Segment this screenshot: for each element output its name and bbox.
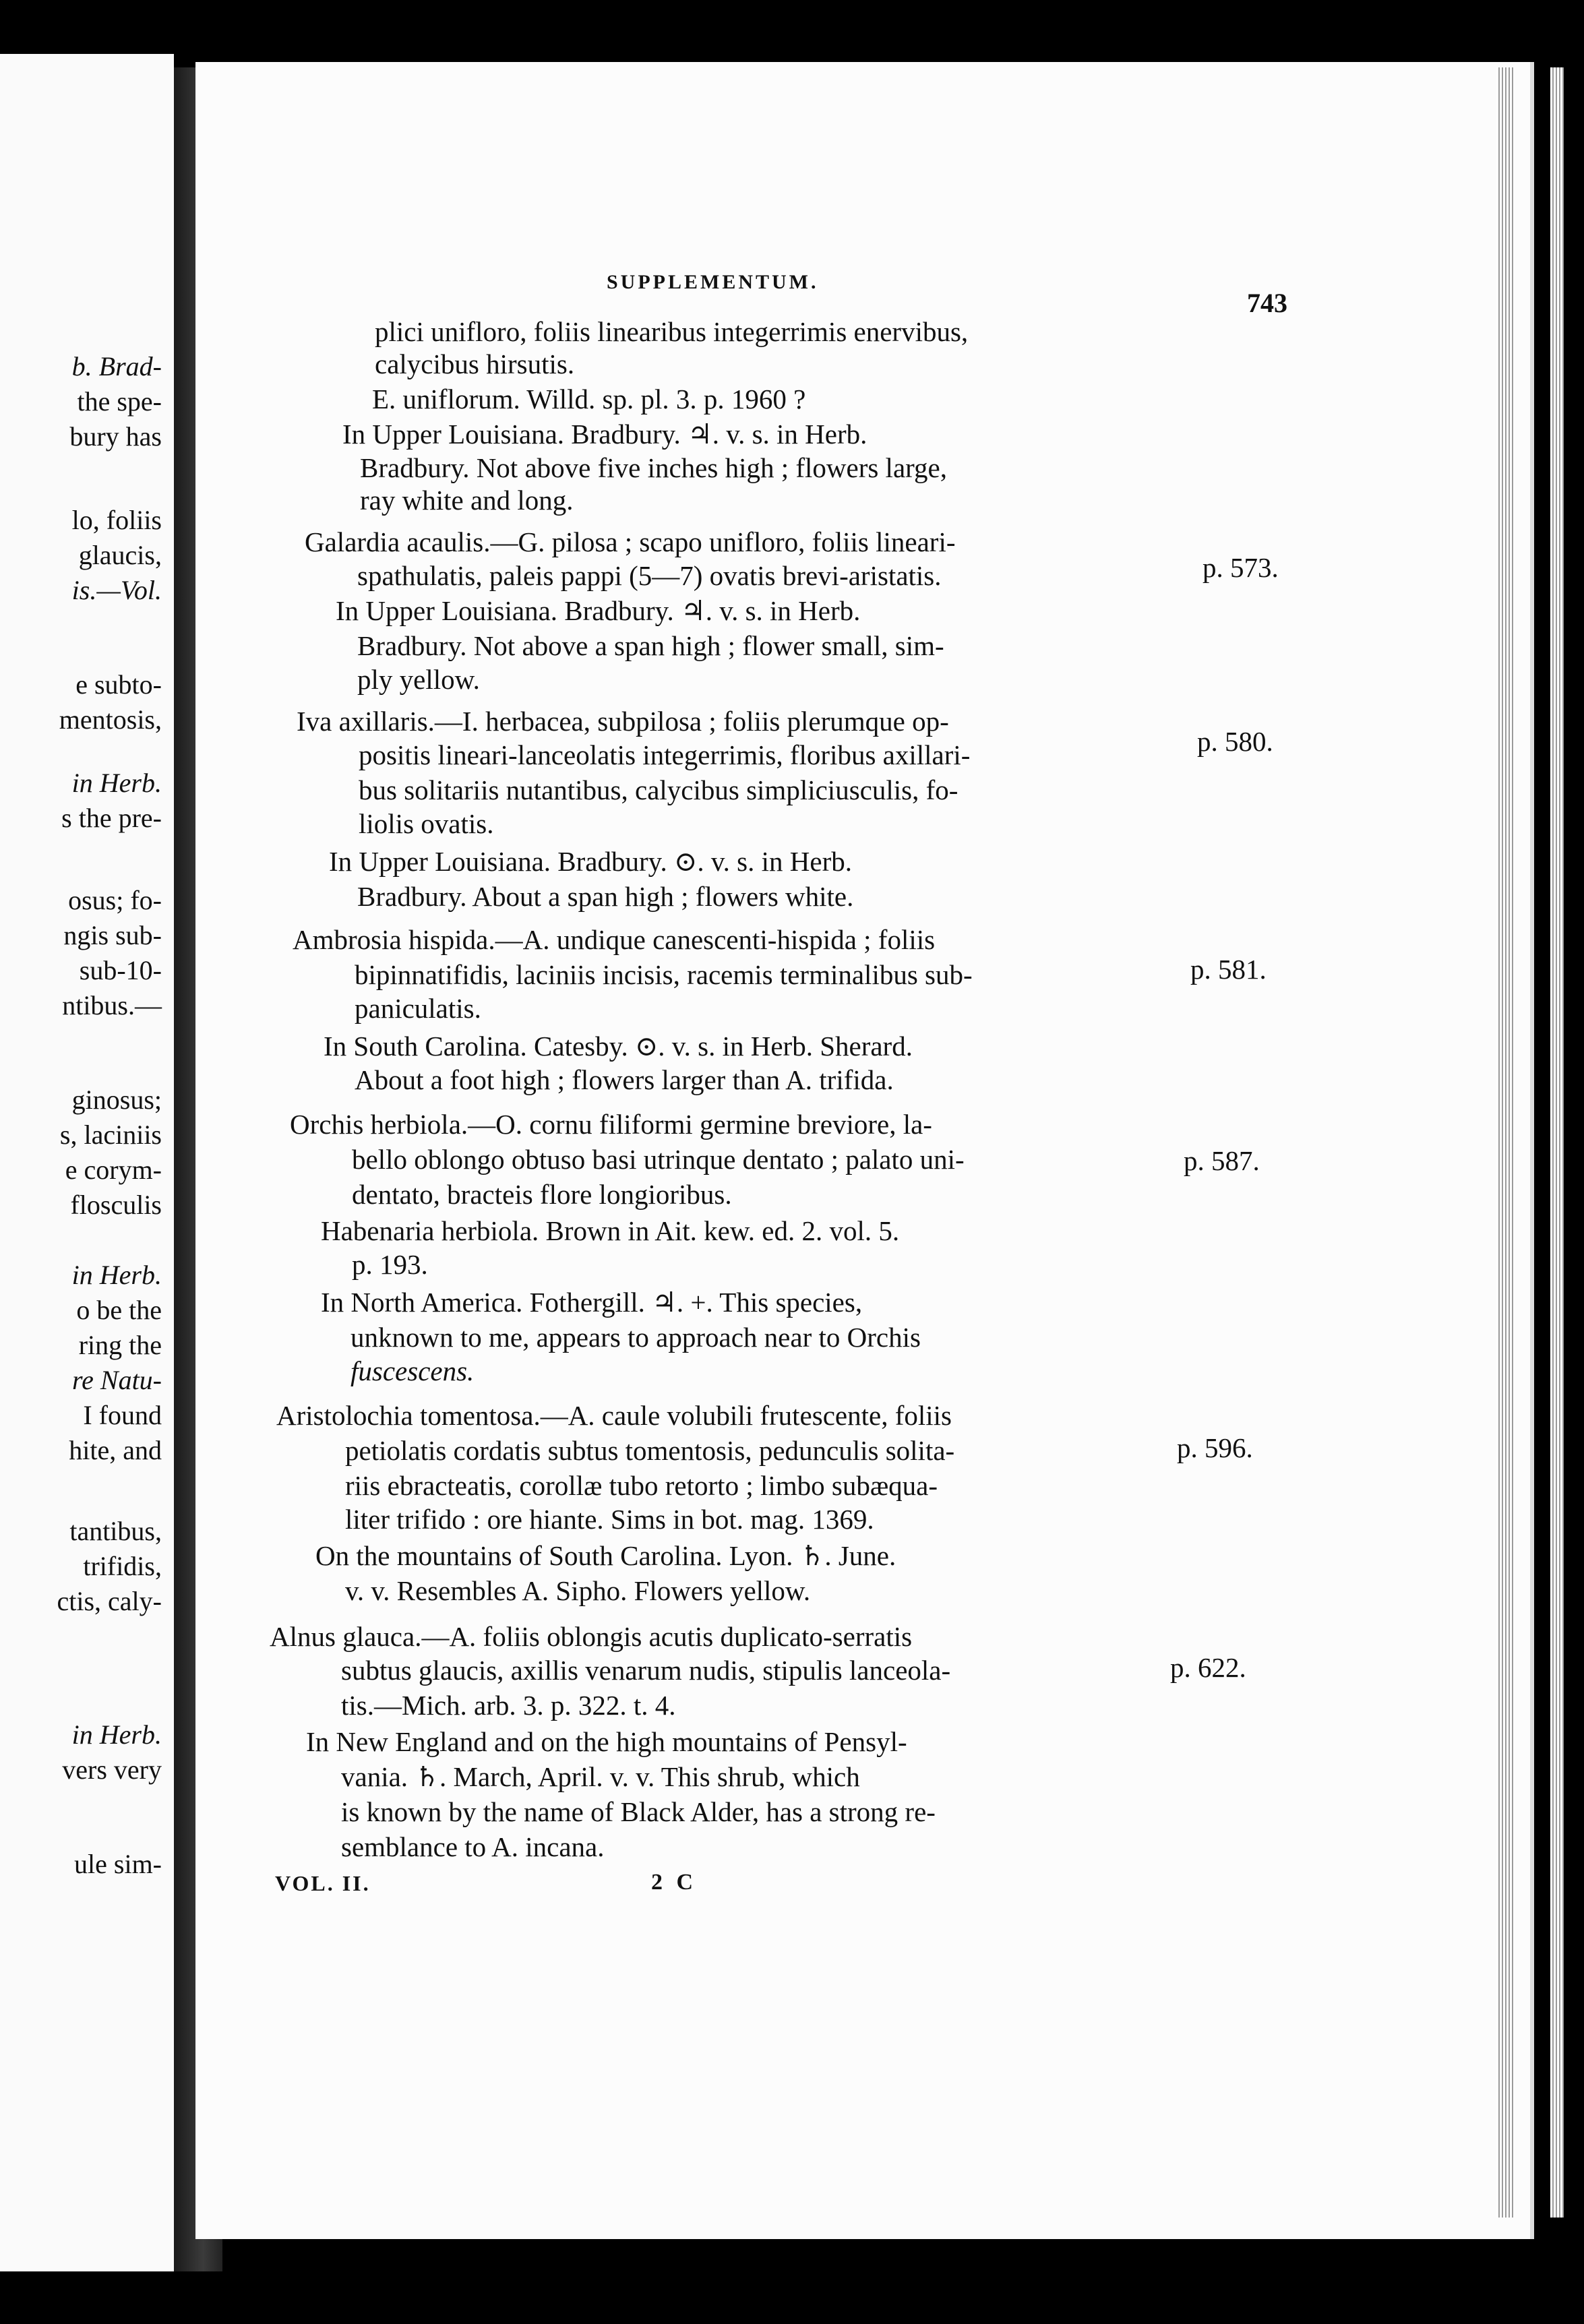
- left-line: flosculis: [70, 1190, 162, 1220]
- book-page: [195, 62, 1534, 2239]
- text-line: bipinnatifidis, laciniis incisis, racemis terminalibus sub-: [355, 959, 973, 990]
- left-line: mentosis,: [59, 704, 162, 735]
- margin-reference: p. 573.: [1202, 552, 1279, 583]
- left-line: vers very: [62, 1754, 162, 1785]
- text-line: fuscescens.: [351, 1355, 475, 1386]
- left-line: re Natu-: [72, 1365, 162, 1395]
- text-line: v. v. Resembles A. Sipho. Flowers yellow.: [345, 1575, 811, 1606]
- text-line: In South Carolina. Catesby. ⊙. v. s. in Herb. Sherard.: [324, 1031, 913, 1062]
- text-line: liolis ovatis.: [359, 808, 494, 839]
- text-line: positis lineari-lanceolatis integerrimis, floribus axillari-: [359, 739, 971, 770]
- text-line: bus solitariis nutantibus, calycibus simpliciusculis, fo-: [359, 774, 958, 805]
- left-line: the spe-: [77, 386, 162, 417]
- left-line: e corym-: [65, 1155, 162, 1185]
- left-line: hite, and: [69, 1435, 162, 1465]
- left-line: e subto-: [75, 669, 162, 700]
- left-line: in Herb.: [71, 1719, 162, 1750]
- text-line: On the mountains of South Carolina. Lyon. ♄. June.: [315, 1540, 896, 1571]
- page-edges: [1496, 67, 1514, 2218]
- left-line: lo, foliis: [71, 505, 162, 535]
- text-line: About a foot high ; flowers larger than A. trifida.: [355, 1064, 894, 1095]
- left-line: ginosus;: [71, 1084, 162, 1115]
- text-line: riis ebracteatis, corollæ tubo retorto ; limbo subæqua-: [345, 1470, 938, 1501]
- text-line: ply yellow.: [357, 664, 480, 695]
- left-line: ule sim-: [74, 1849, 162, 1879]
- volume-label: VOL. II.: [275, 1871, 371, 1895]
- text-line: In New England and on the high mountains of Pensyl-: [306, 1726, 907, 1757]
- text-line: In Upper Louisiana. Bradbury. ♃. v. s. in Herb.: [336, 595, 861, 626]
- signature-mark: 2 C: [651, 1870, 698, 1895]
- text-line: Iva axillaris.—I. herbacea, subpilosa ; foliis plerumque op-: [297, 706, 949, 737]
- text-line: Galardia acaulis.—G. pilosa ; scapo unifloro, foliis lineari-: [305, 526, 956, 557]
- left-line: osus; fo-: [68, 885, 162, 915]
- text-line: Alnus glauca.—A. foliis oblongis acutis duplicato-serratis: [270, 1621, 913, 1652]
- text-line: paniculatis.: [355, 993, 481, 1024]
- text-line: E. uniflorum. Willd. sp. pl. 3. p. 1960 ?: [372, 384, 806, 415]
- left-line: is.—Vol.: [71, 575, 162, 605]
- left-line: s, laciniis: [59, 1120, 162, 1150]
- left-line: bury has: [69, 421, 162, 452]
- margin-reference: p. 581.: [1190, 954, 1267, 985]
- left-line: in Herb.: [71, 1260, 162, 1290]
- text-line: unknown to me, appears to approach near to Orchis: [351, 1322, 921, 1353]
- text-line: In Upper Louisiana. Bradbury. ⊙. v. s. in Herb.: [329, 846, 852, 877]
- left-line: sub-10-: [79, 955, 162, 985]
- text-line: petiolatis cordatis subtus tomentosis, pedunculis solita-: [345, 1435, 955, 1466]
- text-line: Habenaria herbiola. Brown in Ait. kew. ed. 2. vol. 5.: [321, 1215, 900, 1246]
- page-number: 743: [1247, 288, 1287, 318]
- left-line: ring the: [78, 1330, 162, 1360]
- text-line: vania. ♄. March, April. v. v. This shrub, which: [341, 1761, 860, 1792]
- text-line: dentato, bracteis flore longioribus.: [352, 1179, 732, 1210]
- margin-reference: p. 587.: [1184, 1145, 1260, 1176]
- left-line: trifidis,: [83, 1551, 162, 1581]
- text-line: is known by the name of Black Alder, has a strong re-: [341, 1796, 936, 1827]
- margin-reference: p. 596.: [1177, 1432, 1253, 1463]
- margin-reference: p. 580.: [1197, 726, 1273, 757]
- left-line: I found: [83, 1400, 162, 1430]
- text-line: plici unifloro, foliis linearibus integerrimis enervibus,: [375, 316, 969, 347]
- left-page-fragment: [0, 54, 174, 2271]
- running-header: SUPPLEMENTUM.: [607, 271, 819, 293]
- text-line: Aristolochia tomentosa.—A. caule volubili frutescente, foliis: [276, 1400, 952, 1431]
- left-line: glaucis,: [78, 540, 162, 570]
- text-line: In Upper Louisiana. Bradbury. ♃. v. s. in Herb.: [342, 419, 867, 450]
- text-line: In North America. Fothergill. ♃. +. This species,: [321, 1287, 863, 1318]
- left-line: s the pre-: [61, 803, 162, 833]
- text-line: spathulatis, paleis pappi (5—7) ovatis brevi-aristatis.: [357, 560, 942, 591]
- text-line: calycibus hirsutis.: [375, 348, 575, 379]
- left-line: tantibus,: [69, 1516, 162, 1546]
- text-line: Bradbury. Not above a span high ; flower small, sim-: [357, 630, 944, 661]
- left-line: b. Brad-: [71, 351, 162, 381]
- text-line: Bradbury. Not above five inches high ; flowers large,: [360, 452, 948, 483]
- text-line: Bradbury. About a span high ; flowers white.: [357, 881, 854, 912]
- margin-reference: p. 622.: [1170, 1652, 1246, 1683]
- text-line: liter trifido : ore hiante. Sims in bot. mag. 1369.: [345, 1504, 874, 1535]
- left-line: o be the: [76, 1295, 162, 1325]
- left-line: in Herb.: [71, 768, 162, 798]
- text-line: p. 193.: [352, 1249, 428, 1280]
- page-edges: [1550, 67, 1564, 2218]
- text-line: semblance to A. incana.: [341, 1831, 605, 1862]
- text-line: ray white and long.: [360, 485, 574, 516]
- text-line: bello oblongo obtuso basi utrinque dentato ; palato uni-: [352, 1144, 965, 1175]
- text-line: tis.—Mich. arb. 3. p. 322. t. 4.: [341, 1690, 676, 1721]
- text-line: subtus glaucis, axillis venarum nudis, stipulis lanceola-: [341, 1655, 951, 1686]
- text-line: Orchis herbiola.—O. cornu filiformi germine breviore, la-: [290, 1109, 932, 1140]
- left-line: ctis, caly-: [57, 1586, 162, 1616]
- text-line: Ambrosia hispida.—A. undique canescenti-hispida ; foliis: [293, 924, 936, 955]
- left-line: ntibus.—: [62, 990, 162, 1020]
- left-line: ngis sub-: [63, 920, 162, 950]
